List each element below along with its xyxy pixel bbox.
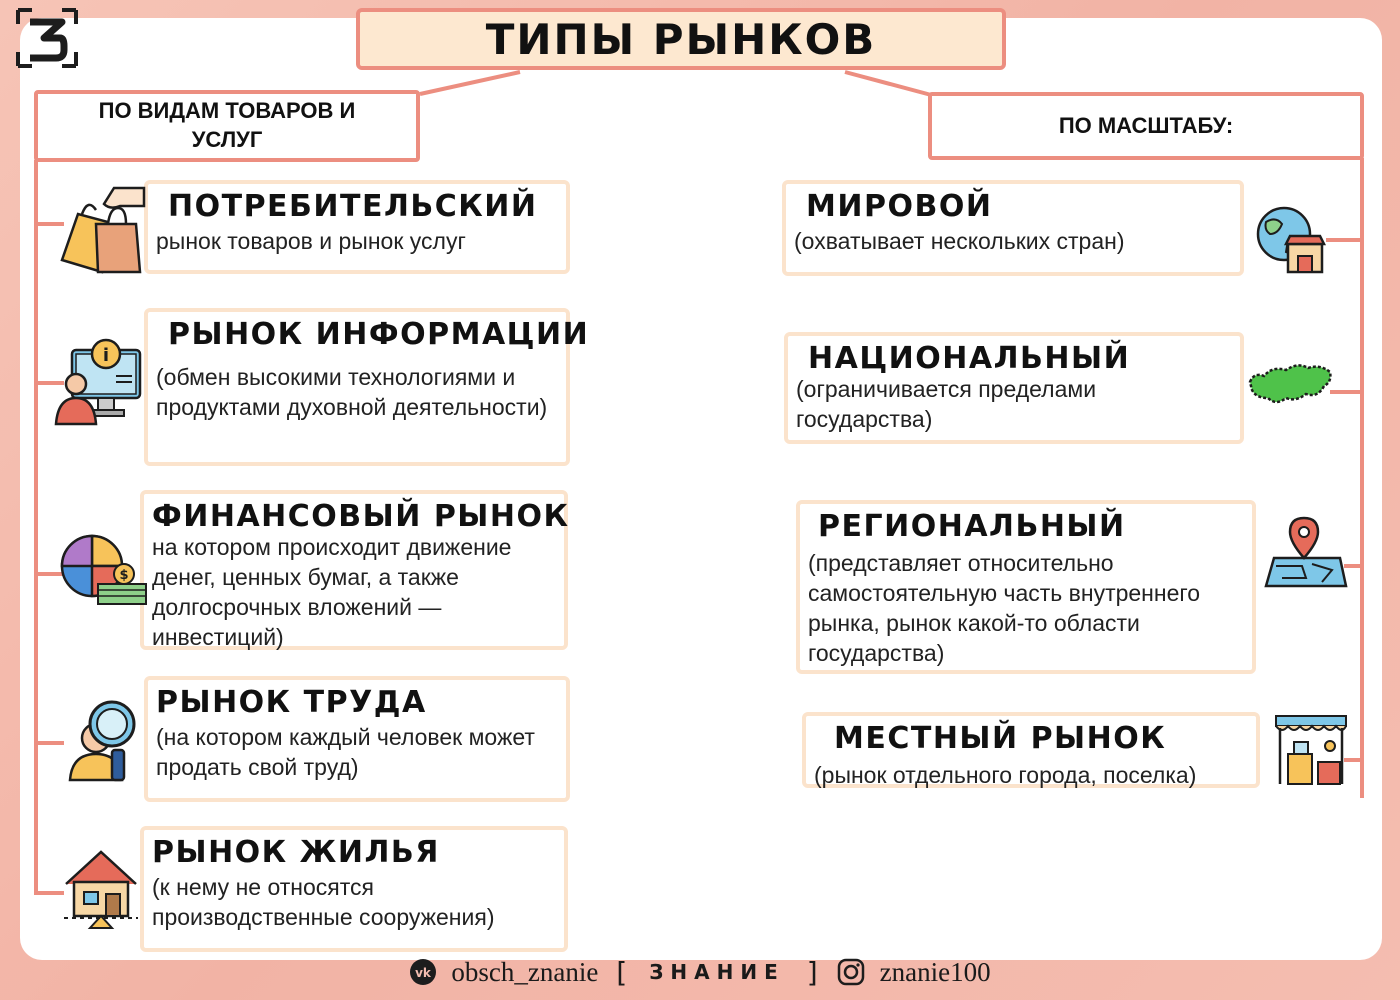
right-tick-2 xyxy=(1330,390,1362,394)
brand-bracket-left: [ xyxy=(612,955,630,989)
card-desc: (обмен высокими технологиями и продуктами духовной деятельности) xyxy=(156,364,548,420)
footer xyxy=(0,952,1400,992)
job-search-icon xyxy=(66,694,144,784)
card-title: РЫНОК ТРУДА xyxy=(156,685,427,720)
pie-chart-money-icon xyxy=(58,532,150,606)
card-desc: (представляет относительно самостоятельную часть внутреннего рынка, рынок какой-то области государства) xyxy=(808,550,1201,666)
left-tree-line xyxy=(34,160,38,895)
information-computer-icon xyxy=(54,338,144,428)
card-title: ФИНАНСОВЫЙ РЫНОК xyxy=(152,499,570,534)
card-regional-market xyxy=(796,500,1256,674)
globe-shop-icon xyxy=(1254,204,1326,276)
category-by-scale xyxy=(928,92,1364,160)
card-title: ПОТРЕБИТЕЛЬСКИЙ xyxy=(168,189,538,224)
card-title: РЫНОК ЖИЛЬЯ xyxy=(152,835,440,870)
card-local-market xyxy=(802,712,1260,788)
card-title: РЕГИОНАЛЬНЫЙ xyxy=(818,509,1126,544)
card-desc: рынок товаров и рынок услуг xyxy=(156,228,466,254)
instagram-handle[interactable]: znanie100 xyxy=(879,956,991,987)
left-tick-4 xyxy=(34,741,64,745)
card-title: МИРОВОЙ xyxy=(806,189,993,224)
brand-bracket-right: ] xyxy=(804,955,822,989)
card-desc: (рынок отдельного города, поселка) xyxy=(814,762,1197,788)
house-icon xyxy=(60,846,142,930)
card-desc: (на котором каждый человек может продать свой труд) xyxy=(156,724,535,780)
card-national-market xyxy=(784,332,1244,444)
card-consumer-market xyxy=(144,180,570,274)
card-title: НАЦИОНАЛЬНЫЙ xyxy=(808,341,1131,376)
right-tree-line xyxy=(1360,158,1364,798)
vk-handle[interactable]: obsch_znanie xyxy=(451,956,599,987)
country-map-icon xyxy=(1246,358,1334,410)
category-by-goods xyxy=(34,90,420,162)
vk-icon[interactable] xyxy=(409,958,437,986)
category-by-goods-label: ПО ВИДАМ ТОВАРОВ И УСЛУГ xyxy=(98,98,356,152)
card-title: МЕСТНЫЙ РЫНОК xyxy=(834,721,1167,756)
svg-text:vk: vk xyxy=(415,966,432,980)
brand-name: ЗНАНИЕ xyxy=(649,960,785,984)
page-title: ТИПЫ РЫНКОВ xyxy=(356,8,1006,70)
instagram-icon[interactable] xyxy=(836,957,866,987)
card-desc: (к нему не относятся производственные сооружения) xyxy=(152,874,495,930)
z-logo-icon xyxy=(14,6,80,70)
card-title: РЫНОК ИНФОРМАЦИИ xyxy=(168,317,590,352)
card-labor-market xyxy=(144,676,570,802)
card-desc: (охватывает нескольких стран) xyxy=(794,228,1125,254)
card-world-market xyxy=(782,180,1244,276)
map-pin-icon xyxy=(1262,514,1348,590)
card-financial-market xyxy=(140,490,568,650)
right-tick-1 xyxy=(1326,238,1362,242)
svg-text:i: i xyxy=(102,345,110,366)
card-housing-market xyxy=(140,826,568,952)
category-by-scale-label: ПО МАСШТАБУ: xyxy=(1058,112,1234,138)
card-information-market xyxy=(144,308,590,466)
shopping-bags-icon xyxy=(58,184,146,278)
svg-text:$: $ xyxy=(119,568,129,583)
card-desc: (ограничивается пределами государства) xyxy=(796,376,1097,432)
market-stall-icon xyxy=(1274,714,1348,786)
card-desc: на котором происходит движение денег, ценных бумаг, а также долгосрочных вложений — инвестиций) xyxy=(152,534,512,650)
